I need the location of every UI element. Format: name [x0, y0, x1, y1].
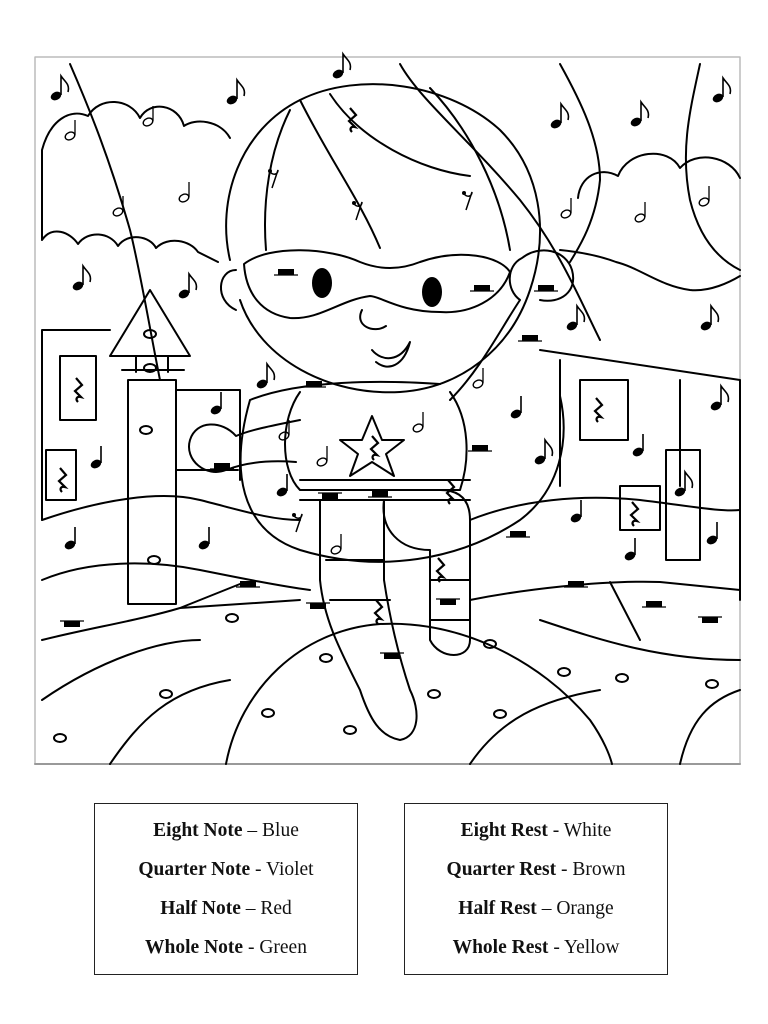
eighth-rest-symbol	[292, 513, 302, 532]
whole-rest-symbol	[60, 621, 84, 627]
legend-quarter-note: Quarter Note - Violet	[138, 859, 314, 880]
whole-note-symbol	[494, 710, 506, 718]
eighth-note-symbol	[225, 80, 244, 106]
leg-stripes	[326, 560, 470, 620]
half-note-symbol	[560, 198, 572, 219]
eighth-note-symbol	[549, 104, 568, 130]
whole-note-symbol	[54, 734, 66, 742]
eighth-note-symbol	[49, 76, 68, 102]
eighth-note-symbol	[673, 472, 692, 498]
leg-left	[320, 500, 417, 740]
half-note-symbol	[412, 412, 424, 433]
leg-right	[383, 490, 470, 655]
whole-rest-symbol	[306, 603, 330, 609]
half-rest-symbol	[518, 335, 542, 341]
eye-right	[422, 277, 442, 307]
legend-notes-box	[94, 803, 358, 975]
star-emblem	[340, 416, 404, 476]
mouth	[372, 342, 410, 367]
quarter-note-symbol	[89, 446, 102, 470]
quarter-rest-symbol	[75, 378, 82, 402]
sky-curve-3	[560, 64, 600, 262]
quarter-rest-symbol	[59, 468, 66, 492]
half-note-symbol	[634, 202, 646, 223]
building-left	[42, 330, 110, 520]
ground-wave-1	[42, 496, 300, 520]
whole-note-symbol	[344, 726, 356, 734]
half-rest-symbol	[468, 445, 492, 451]
eighth-rest-symbol	[462, 191, 472, 210]
legend-eighth-note: Eight Note – Blue	[153, 820, 299, 841]
half-rest-symbol	[470, 285, 494, 291]
half-rest-symbol	[274, 269, 298, 275]
whole-rest-symbol	[318, 493, 342, 499]
road-right	[470, 582, 740, 660]
eighth-note-symbol	[565, 306, 584, 332]
half-rest-symbol	[642, 601, 666, 607]
legend-eighth-rest: Eight Rest - White	[460, 820, 612, 841]
ground-lines	[110, 680, 740, 764]
cloud-left	[42, 102, 230, 262]
legend-quarter-rest: Quarter Rest - Brown	[446, 859, 626, 880]
quarter-rest-symbol	[437, 558, 444, 582]
quarter-note-symbol	[569, 500, 582, 524]
eighth-note-symbol	[699, 306, 718, 332]
quarter-rest-symbol	[375, 600, 382, 624]
whole-note-symbol	[428, 690, 440, 698]
hair-lines	[265, 88, 510, 250]
quarter-rest-symbol	[595, 398, 602, 422]
quarter-note-symbol	[197, 527, 210, 551]
eighth-note-symbol	[255, 364, 274, 390]
quarter-note-symbol	[209, 392, 222, 416]
whole-note-symbol	[160, 690, 172, 698]
legend-half-note: Half Note – Red	[160, 898, 292, 919]
whole-note-symbol	[148, 556, 160, 564]
whole-note-symbol	[706, 680, 718, 688]
whole-note-symbol	[140, 426, 152, 434]
half-note-symbol	[178, 182, 190, 203]
planet-arc	[226, 624, 612, 764]
whole-note-symbol	[262, 709, 274, 717]
eighth-note-symbol	[533, 440, 552, 466]
eye-left	[312, 268, 332, 298]
whole-note-symbol	[558, 668, 570, 676]
head	[226, 84, 540, 392]
legend-whole-note: Whole Note - Green	[145, 937, 307, 958]
quarter-rest-symbol	[631, 502, 638, 526]
half-rest-symbol	[368, 491, 392, 497]
quarter-note-symbol	[623, 538, 636, 562]
whole-note-symbol	[320, 654, 332, 662]
whole-note-symbol	[226, 614, 238, 622]
quarter-note-symbol	[63, 527, 76, 551]
quarter-note-symbol	[705, 522, 718, 546]
quarter-note-symbol	[509, 396, 522, 420]
arm-right	[450, 250, 573, 400]
quarter-note-symbol	[631, 434, 644, 458]
eighth-note-symbol	[177, 274, 196, 300]
ear	[221, 270, 236, 310]
road-left	[42, 584, 300, 700]
half-note-symbol	[316, 446, 328, 467]
eighth-note-symbol	[711, 78, 730, 104]
half-note-symbol	[330, 534, 342, 555]
whole-rest-symbol	[698, 617, 722, 623]
half-rest-symbol	[534, 285, 558, 291]
quarter-note-symbol	[275, 474, 288, 498]
quarter-rest-symbol	[371, 436, 378, 460]
eighth-note-symbol	[71, 266, 90, 292]
half-note-symbol	[698, 186, 710, 207]
half-note-symbol	[64, 120, 76, 141]
eighth-note-symbol	[629, 102, 648, 128]
nose	[360, 310, 386, 329]
half-rest-symbol	[506, 531, 530, 537]
eighth-rest-symbol	[352, 201, 362, 220]
whole-note-symbol	[616, 674, 628, 682]
building-right	[540, 350, 740, 600]
whole-rest-symbol	[436, 599, 460, 605]
legend-whole-rest: Whole Rest - Yellow	[452, 937, 620, 958]
eighth-note-symbol	[331, 54, 350, 80]
building-mid-left	[176, 390, 240, 480]
legend-rests-box	[404, 803, 668, 975]
legend-half-rest: Half Rest – Orange	[458, 898, 614, 919]
cloud-right	[560, 154, 740, 291]
eighth-note-symbol	[709, 386, 728, 412]
mask	[244, 250, 510, 318]
